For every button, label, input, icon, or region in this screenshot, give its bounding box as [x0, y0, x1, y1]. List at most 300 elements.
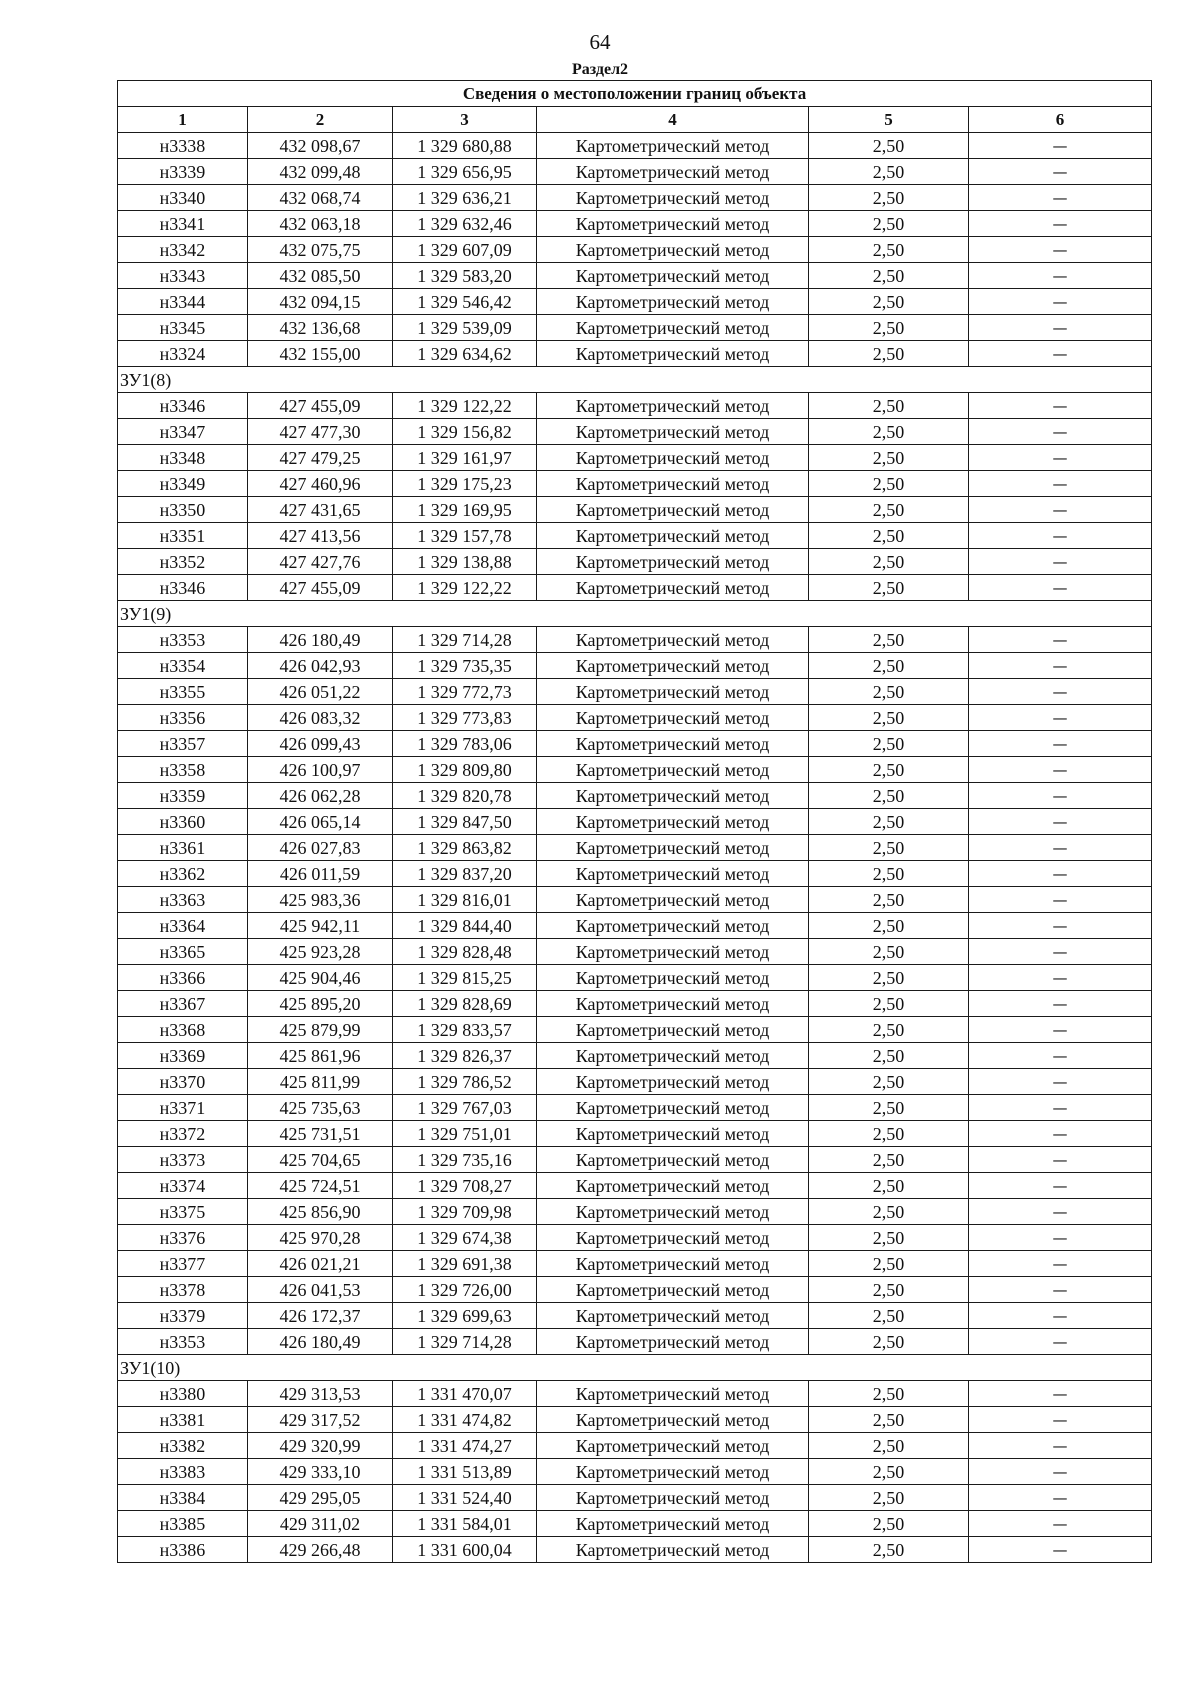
- header-row: [118, 107, 1152, 133]
- table-row: [118, 1485, 1152, 1511]
- point-id-cell: н3377: [118, 1251, 248, 1277]
- method-cell: Картометрический метод: [537, 1329, 809, 1355]
- table-row: [118, 861, 1152, 887]
- accuracy-cell: 2,50: [809, 1329, 969, 1355]
- method-cell: Картометрический метод: [537, 263, 809, 289]
- accuracy-cell: 2,50: [809, 705, 969, 731]
- y-coordinate-cell: 1 329 138,88: [393, 549, 537, 575]
- accuracy-cell: 2,50: [809, 757, 969, 783]
- table-row: [118, 211, 1152, 237]
- note-cell: —: [969, 445, 1152, 471]
- method-cell: Картометрический метод: [537, 1407, 809, 1433]
- accuracy-cell: 2,50: [809, 991, 969, 1017]
- table-row: [118, 1277, 1152, 1303]
- method-cell: Картометрический метод: [537, 289, 809, 315]
- group-label: ЗУ1(10): [118, 1355, 1152, 1381]
- x-coordinate-cell: 426 021,21: [248, 1251, 393, 1277]
- y-coordinate-cell: 1 329 674,38: [393, 1225, 537, 1251]
- method-cell: Картометрический метод: [537, 1199, 809, 1225]
- table-row: [118, 1303, 1152, 1329]
- point-id-cell: н3346: [118, 393, 248, 419]
- accuracy-cell: 2,50: [809, 315, 969, 341]
- point-id-cell: н3365: [118, 939, 248, 965]
- x-coordinate-cell: 432 098,67: [248, 133, 393, 159]
- note-cell: —: [969, 211, 1152, 237]
- method-cell: Картометрический метод: [537, 471, 809, 497]
- point-id-cell: н3347: [118, 419, 248, 445]
- y-coordinate-cell: 1 329 691,38: [393, 1251, 537, 1277]
- x-coordinate-cell: 426 051,22: [248, 679, 393, 705]
- accuracy-cell: 2,50: [809, 1147, 969, 1173]
- accuracy-cell: 2,50: [809, 133, 969, 159]
- note-cell: —: [969, 1199, 1152, 1225]
- note-cell: —: [969, 289, 1152, 315]
- point-id-cell: н3382: [118, 1433, 248, 1459]
- y-coordinate-cell: 1 331 513,89: [393, 1459, 537, 1485]
- table-row: [118, 263, 1152, 289]
- table-row: [118, 185, 1152, 211]
- x-coordinate-cell: 429 295,05: [248, 1485, 393, 1511]
- accuracy-cell: 2,50: [809, 783, 969, 809]
- note-cell: —: [969, 705, 1152, 731]
- y-coordinate-cell: 1 329 735,35: [393, 653, 537, 679]
- note-cell: —: [969, 1095, 1152, 1121]
- table-row: [118, 549, 1152, 575]
- x-coordinate-cell: 425 923,28: [248, 939, 393, 965]
- y-coordinate-cell: 1 329 735,16: [393, 1147, 537, 1173]
- x-coordinate-cell: 426 041,53: [248, 1277, 393, 1303]
- accuracy-cell: 2,50: [809, 1017, 969, 1043]
- note-cell: —: [969, 1407, 1152, 1433]
- y-coordinate-cell: 1 329 751,01: [393, 1121, 537, 1147]
- accuracy-cell: 2,50: [809, 835, 969, 861]
- method-cell: Картометрический метод: [537, 1485, 809, 1511]
- y-coordinate-cell: 1 329 815,25: [393, 965, 537, 991]
- method-cell: Картометрический метод: [537, 1147, 809, 1173]
- y-coordinate-cell: 1 329 680,88: [393, 133, 537, 159]
- table-caption: Сведения о местоположении границ объекта: [118, 81, 1152, 107]
- x-coordinate-cell: 426 027,83: [248, 835, 393, 861]
- point-id-cell: н3359: [118, 783, 248, 809]
- method-cell: Картометрический метод: [537, 1277, 809, 1303]
- accuracy-cell: 2,50: [809, 393, 969, 419]
- method-cell: Картометрический метод: [537, 1251, 809, 1277]
- accuracy-cell: 2,50: [809, 1381, 969, 1407]
- y-coordinate-cell: 1 331 474,27: [393, 1433, 537, 1459]
- y-coordinate-cell: 1 329 833,57: [393, 1017, 537, 1043]
- table-row: [118, 653, 1152, 679]
- x-coordinate-cell: 427 455,09: [248, 393, 393, 419]
- table-row: [118, 1381, 1152, 1407]
- point-id-cell: н3378: [118, 1277, 248, 1303]
- x-coordinate-cell: 432 068,74: [248, 185, 393, 211]
- y-coordinate-cell: 1 329 636,21: [393, 185, 537, 211]
- method-cell: Картометрический метод: [537, 523, 809, 549]
- note-cell: —: [969, 419, 1152, 445]
- y-coordinate-cell: 1 329 714,28: [393, 1329, 537, 1355]
- point-id-cell: н3353: [118, 627, 248, 653]
- table-row: [118, 419, 1152, 445]
- method-cell: Картометрический метод: [537, 1225, 809, 1251]
- table-row: [118, 471, 1152, 497]
- method-cell: Картометрический метод: [537, 965, 809, 991]
- point-id-cell: н3362: [118, 861, 248, 887]
- accuracy-cell: 2,50: [809, 289, 969, 315]
- group-label: ЗУ1(9): [118, 601, 1152, 627]
- method-cell: Картометрический метод: [537, 1537, 809, 1563]
- point-id-cell: н3358: [118, 757, 248, 783]
- note-cell: —: [969, 549, 1152, 575]
- accuracy-cell: 2,50: [809, 1225, 969, 1251]
- method-cell: Картометрический метод: [537, 237, 809, 263]
- table-row: [118, 1433, 1152, 1459]
- x-coordinate-cell: 427 431,65: [248, 497, 393, 523]
- method-cell: Картометрический метод: [537, 887, 809, 913]
- x-coordinate-cell: 425 811,99: [248, 1069, 393, 1095]
- method-cell: Картометрический метод: [537, 1511, 809, 1537]
- y-coordinate-cell: 1 329 828,69: [393, 991, 537, 1017]
- x-coordinate-cell: 425 942,11: [248, 913, 393, 939]
- note-cell: —: [969, 575, 1152, 601]
- note-cell: —: [969, 1069, 1152, 1095]
- table-row: [118, 1225, 1152, 1251]
- x-coordinate-cell: 425 731,51: [248, 1121, 393, 1147]
- method-cell: Картометрический метод: [537, 809, 809, 835]
- method-cell: Картометрический метод: [537, 497, 809, 523]
- x-coordinate-cell: 429 317,52: [248, 1407, 393, 1433]
- method-cell: Картометрический метод: [537, 991, 809, 1017]
- point-id-cell: н3354: [118, 653, 248, 679]
- x-coordinate-cell: 429 313,53: [248, 1381, 393, 1407]
- x-coordinate-cell: 429 311,02: [248, 1511, 393, 1537]
- y-coordinate-cell: 1 329 816,01: [393, 887, 537, 913]
- y-coordinate-cell: 1 329 714,28: [393, 627, 537, 653]
- table-row: [118, 341, 1152, 367]
- method-cell: Картометрический метод: [537, 1095, 809, 1121]
- accuracy-cell: 2,50: [809, 913, 969, 939]
- x-coordinate-cell: 432 136,68: [248, 315, 393, 341]
- x-coordinate-cell: 426 172,37: [248, 1303, 393, 1329]
- note-cell: —: [969, 523, 1152, 549]
- note-cell: —: [969, 1381, 1152, 1407]
- method-cell: Картометрический метод: [537, 757, 809, 783]
- note-cell: —: [969, 627, 1152, 653]
- y-coordinate-cell: 1 329 709,98: [393, 1199, 537, 1225]
- y-coordinate-cell: 1 329 844,40: [393, 913, 537, 939]
- point-id-cell: н3383: [118, 1459, 248, 1485]
- point-id-cell: н3352: [118, 549, 248, 575]
- column-header: 3: [393, 107, 537, 133]
- table-row: [118, 237, 1152, 263]
- table-row: [118, 1095, 1152, 1121]
- method-cell: Картометрический метод: [537, 549, 809, 575]
- x-coordinate-cell: 425 735,63: [248, 1095, 393, 1121]
- method-cell: Картометрический метод: [537, 1381, 809, 1407]
- accuracy-cell: 2,50: [809, 627, 969, 653]
- x-coordinate-cell: 427 477,30: [248, 419, 393, 445]
- table-row: [118, 1147, 1152, 1173]
- y-coordinate-cell: 1 329 786,52: [393, 1069, 537, 1095]
- point-id-cell: н3355: [118, 679, 248, 705]
- y-coordinate-cell: 1 329 783,06: [393, 731, 537, 757]
- accuracy-cell: 2,50: [809, 211, 969, 237]
- accuracy-cell: 2,50: [809, 263, 969, 289]
- point-id-cell: н3372: [118, 1121, 248, 1147]
- point-id-cell: н3373: [118, 1147, 248, 1173]
- point-id-cell: н3361: [118, 835, 248, 861]
- y-coordinate-cell: 1 329 157,78: [393, 523, 537, 549]
- y-coordinate-cell: 1 329 772,73: [393, 679, 537, 705]
- note-cell: —: [969, 1225, 1152, 1251]
- accuracy-cell: 2,50: [809, 471, 969, 497]
- x-coordinate-cell: 426 083,32: [248, 705, 393, 731]
- y-coordinate-cell: 1 329 837,20: [393, 861, 537, 887]
- table-row: [118, 497, 1152, 523]
- table-row: [118, 1511, 1152, 1537]
- note-cell: —: [969, 315, 1152, 341]
- x-coordinate-cell: 425 904,46: [248, 965, 393, 991]
- x-coordinate-cell: 427 479,25: [248, 445, 393, 471]
- accuracy-cell: 2,50: [809, 1251, 969, 1277]
- point-id-cell: н3379: [118, 1303, 248, 1329]
- method-cell: Картометрический метод: [537, 445, 809, 471]
- y-coordinate-cell: 1 329 826,37: [393, 1043, 537, 1069]
- point-id-cell: н3371: [118, 1095, 248, 1121]
- x-coordinate-cell: 425 895,20: [248, 991, 393, 1017]
- note-cell: —: [969, 237, 1152, 263]
- method-cell: Картометрический метод: [537, 159, 809, 185]
- accuracy-cell: 2,50: [809, 341, 969, 367]
- method-cell: Картометрический метод: [537, 1043, 809, 1069]
- table-row: [118, 133, 1152, 159]
- note-cell: —: [969, 731, 1152, 757]
- point-id-cell: н3343: [118, 263, 248, 289]
- method-cell: Картометрический метод: [537, 835, 809, 861]
- note-cell: —: [969, 1121, 1152, 1147]
- point-id-cell: н3345: [118, 315, 248, 341]
- point-id-cell: н3357: [118, 731, 248, 757]
- y-coordinate-cell: 1 331 584,01: [393, 1511, 537, 1537]
- accuracy-cell: 2,50: [809, 445, 969, 471]
- column-header: 1: [118, 107, 248, 133]
- table-row: [118, 1017, 1152, 1043]
- point-id-cell: н3386: [118, 1537, 248, 1563]
- group-label-row: [118, 601, 1152, 627]
- x-coordinate-cell: 426 100,97: [248, 757, 393, 783]
- x-coordinate-cell: 425 856,90: [248, 1199, 393, 1225]
- accuracy-cell: 2,50: [809, 1277, 969, 1303]
- x-coordinate-cell: 432 085,50: [248, 263, 393, 289]
- table-row: [118, 887, 1152, 913]
- point-id-cell: н3368: [118, 1017, 248, 1043]
- table-row: [118, 913, 1152, 939]
- method-cell: Картометрический метод: [537, 185, 809, 211]
- method-cell: Картометрический метод: [537, 575, 809, 601]
- note-cell: —: [969, 1147, 1152, 1173]
- boundary-coordinates-table: [117, 80, 1152, 1563]
- table-row: [118, 835, 1152, 861]
- note-cell: —: [969, 809, 1152, 835]
- x-coordinate-cell: 432 063,18: [248, 211, 393, 237]
- note-cell: —: [969, 1277, 1152, 1303]
- accuracy-cell: 2,50: [809, 679, 969, 705]
- note-cell: —: [969, 159, 1152, 185]
- table-row: [118, 1069, 1152, 1095]
- note-cell: —: [969, 1043, 1152, 1069]
- note-cell: —: [969, 393, 1152, 419]
- method-cell: Картометрический метод: [537, 913, 809, 939]
- point-id-cell: н3364: [118, 913, 248, 939]
- accuracy-cell: 2,50: [809, 887, 969, 913]
- y-coordinate-cell: 1 331 474,82: [393, 1407, 537, 1433]
- table-row: [118, 939, 1152, 965]
- point-id-cell: н3360: [118, 809, 248, 835]
- x-coordinate-cell: 426 180,49: [248, 627, 393, 653]
- table-row: [118, 1459, 1152, 1485]
- y-coordinate-cell: 1 329 175,23: [393, 471, 537, 497]
- point-id-cell: н3350: [118, 497, 248, 523]
- table-row: [118, 289, 1152, 315]
- x-coordinate-cell: 429 333,10: [248, 1459, 393, 1485]
- note-cell: —: [969, 679, 1152, 705]
- point-id-cell: н3339: [118, 159, 248, 185]
- table-row: [118, 809, 1152, 835]
- method-cell: Картометрический метод: [537, 861, 809, 887]
- accuracy-cell: 2,50: [809, 1173, 969, 1199]
- note-cell: —: [969, 991, 1152, 1017]
- column-header: 4: [537, 107, 809, 133]
- note-cell: —: [969, 497, 1152, 523]
- table-row: [118, 1251, 1152, 1277]
- accuracy-cell: 2,50: [809, 185, 969, 211]
- x-coordinate-cell: 426 011,59: [248, 861, 393, 887]
- method-cell: Картометрический метод: [537, 1173, 809, 1199]
- point-id-cell: н3366: [118, 965, 248, 991]
- x-coordinate-cell: 425 879,99: [248, 1017, 393, 1043]
- table-row: [118, 679, 1152, 705]
- note-cell: —: [969, 1017, 1152, 1043]
- y-coordinate-cell: 1 329 161,97: [393, 445, 537, 471]
- y-coordinate-cell: 1 329 726,00: [393, 1277, 537, 1303]
- method-cell: Картометрический метод: [537, 133, 809, 159]
- y-coordinate-cell: 1 329 656,95: [393, 159, 537, 185]
- point-id-cell: н3356: [118, 705, 248, 731]
- table-row: [118, 523, 1152, 549]
- note-cell: —: [969, 1173, 1152, 1199]
- x-coordinate-cell: 426 062,28: [248, 783, 393, 809]
- accuracy-cell: 2,50: [809, 861, 969, 887]
- note-cell: —: [969, 783, 1152, 809]
- y-coordinate-cell: 1 329 156,82: [393, 419, 537, 445]
- method-cell: Картометрический метод: [537, 393, 809, 419]
- accuracy-cell: 2,50: [809, 549, 969, 575]
- page-number: 64: [589, 30, 611, 54]
- point-id-cell: н3338: [118, 133, 248, 159]
- x-coordinate-cell: 427 455,09: [248, 575, 393, 601]
- note-cell: —: [969, 887, 1152, 913]
- table-row: [118, 627, 1152, 653]
- method-cell: Картометрический метод: [537, 419, 809, 445]
- y-coordinate-cell: 1 329 169,95: [393, 497, 537, 523]
- method-cell: Картометрический метод: [537, 731, 809, 757]
- x-coordinate-cell: 427 427,76: [248, 549, 393, 575]
- group-label-row: [118, 367, 1152, 393]
- x-coordinate-cell: 425 970,28: [248, 1225, 393, 1251]
- method-cell: Картометрический метод: [537, 315, 809, 341]
- column-header: 2: [248, 107, 393, 133]
- table-row: [118, 315, 1152, 341]
- method-cell: Картометрический метод: [537, 1433, 809, 1459]
- point-id-cell: н3363: [118, 887, 248, 913]
- table-row: [118, 1173, 1152, 1199]
- y-coordinate-cell: 1 329 546,42: [393, 289, 537, 315]
- accuracy-cell: 2,50: [809, 523, 969, 549]
- point-id-cell: н3351: [118, 523, 248, 549]
- y-coordinate-cell: 1 329 820,78: [393, 783, 537, 809]
- table-row: [118, 757, 1152, 783]
- y-coordinate-cell: 1 329 809,80: [393, 757, 537, 783]
- method-cell: Картометрический метод: [537, 1459, 809, 1485]
- note-cell: —: [969, 471, 1152, 497]
- note-cell: —: [969, 1251, 1152, 1277]
- x-coordinate-cell: 429 266,48: [248, 1537, 393, 1563]
- table-row: [118, 445, 1152, 471]
- point-id-cell: н3375: [118, 1199, 248, 1225]
- x-coordinate-cell: 425 724,51: [248, 1173, 393, 1199]
- table-row: [118, 159, 1152, 185]
- table-row: [118, 965, 1152, 991]
- x-coordinate-cell: 427 460,96: [248, 471, 393, 497]
- y-coordinate-cell: 1 331 524,40: [393, 1485, 537, 1511]
- point-id-cell: н3324: [118, 341, 248, 367]
- method-cell: Картометрический метод: [537, 1121, 809, 1147]
- accuracy-cell: 2,50: [809, 1043, 969, 1069]
- method-cell: Картометрический метод: [537, 939, 809, 965]
- table-row: [118, 1043, 1152, 1069]
- y-coordinate-cell: 1 329 847,50: [393, 809, 537, 835]
- x-coordinate-cell: 426 065,14: [248, 809, 393, 835]
- note-cell: —: [969, 939, 1152, 965]
- x-coordinate-cell: 427 413,56: [248, 523, 393, 549]
- y-coordinate-cell: 1 329 583,20: [393, 263, 537, 289]
- table-head: [118, 81, 1152, 133]
- method-cell: Картометрический метод: [537, 341, 809, 367]
- point-id-cell: н3340: [118, 185, 248, 211]
- accuracy-cell: 2,50: [809, 159, 969, 185]
- method-cell: Картометрический метод: [537, 627, 809, 653]
- note-cell: —: [969, 1303, 1152, 1329]
- accuracy-cell: 2,50: [809, 1459, 969, 1485]
- method-cell: Картометрический метод: [537, 211, 809, 237]
- point-id-cell: н3367: [118, 991, 248, 1017]
- note-cell: —: [969, 133, 1152, 159]
- point-id-cell: н3384: [118, 1485, 248, 1511]
- y-coordinate-cell: 1 329 539,09: [393, 315, 537, 341]
- method-cell: Картометрический метод: [537, 1017, 809, 1043]
- point-id-cell: н3381: [118, 1407, 248, 1433]
- x-coordinate-cell: 426 180,49: [248, 1329, 393, 1355]
- accuracy-cell: 2,50: [809, 965, 969, 991]
- table-row: [118, 991, 1152, 1017]
- table-row: [118, 1199, 1152, 1225]
- column-header: 6: [969, 107, 1152, 133]
- accuracy-cell: 2,50: [809, 419, 969, 445]
- note-cell: —: [969, 185, 1152, 211]
- accuracy-cell: 2,50: [809, 1485, 969, 1511]
- accuracy-cell: 2,50: [809, 1303, 969, 1329]
- note-cell: —: [969, 341, 1152, 367]
- table-row: [118, 705, 1152, 731]
